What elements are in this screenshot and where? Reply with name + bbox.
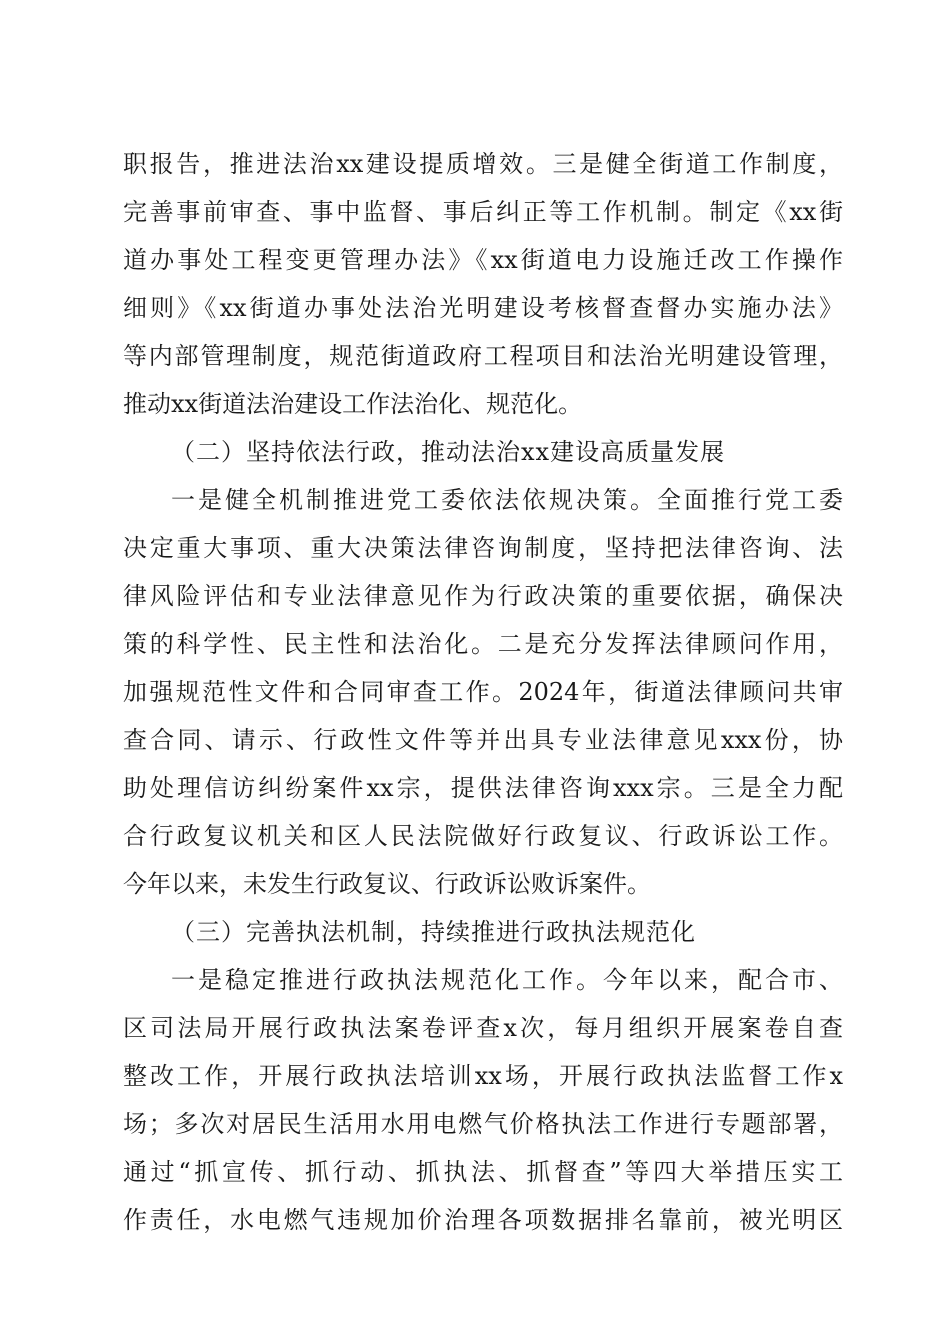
paragraph-line xyxy=(0,188,950,236)
paragraph-line xyxy=(0,1052,950,1100)
paragraph-line xyxy=(0,332,950,380)
section-heading-text: （二）坚持依法行政，推动法治xx建设高质量发展 xyxy=(171,438,726,466)
section-heading xyxy=(0,428,950,476)
paragraph-line xyxy=(0,1148,950,1196)
line-text: 等内部管理制度，规范街道政府工程项目和法治光明建设管理， xyxy=(123,342,843,370)
paragraph-line xyxy=(0,956,950,1004)
paragraph-line xyxy=(0,524,950,572)
paragraph-line xyxy=(0,764,950,812)
paragraph-line xyxy=(0,380,950,428)
line-text: 细则》《xx街道办事处法治光明建设考核督查督办实施办法》 xyxy=(123,294,843,322)
line-text: 场；多次对居民生活用水用电燃气价格执法工作进行专题部署， xyxy=(123,1110,843,1138)
line-text: 区司法局开展行政执法案卷评查x次，每月组织开展案卷自查 xyxy=(123,1014,843,1042)
section-heading-text: （三）完善执法机制，持续推进行政执法规范化 xyxy=(171,918,696,946)
line-text: 通过“抓宣传、抓行动、抓执法、抓督查”等四大举措压实工 xyxy=(123,1158,843,1186)
paragraph-line xyxy=(0,668,950,716)
line-text: 律风险评估和专业法律意见作为行政决策的重要依据，确保决 xyxy=(123,582,843,610)
paragraph-line xyxy=(0,1100,950,1148)
line-text: 查合同、请示、行政性文件等并出具专业法律意见xxx份，协 xyxy=(123,726,843,754)
line-text: 今年以来，未发生行政复议、行政诉讼败诉案件。 xyxy=(123,870,651,898)
paragraph-line xyxy=(0,1004,950,1052)
paragraph-line xyxy=(0,476,950,524)
line-text: 一是稳定推进行政执法规范化工作。今年以来，配合市、 xyxy=(171,966,843,994)
line-text: 道办事处工程变更管理办法》《xx街道电力设施迁改工作操作 xyxy=(123,246,843,274)
paragraph-line xyxy=(0,620,950,668)
line-text: 职报告，推进法治xx建设提质增效。三是健全街道工作制度， xyxy=(123,150,843,178)
paragraph-line xyxy=(0,716,950,764)
paragraph-line xyxy=(0,284,950,332)
line-text: 完善事前审查、事中监督、事后纠正等工作机制。制定《xx街 xyxy=(123,198,843,226)
paragraph-line xyxy=(0,812,950,860)
paragraph-line xyxy=(0,140,950,188)
line-text: 推动xx街道法治建设工作法治化、规范化。 xyxy=(123,390,583,418)
line-text: 决定重大事项、重大决策法律咨询制度，坚持把法律咨询、法 xyxy=(123,534,843,562)
paragraph-line xyxy=(0,572,950,620)
paragraph-line xyxy=(0,1196,950,1244)
line-text: 整改工作，开展行政执法培训xx场，开展行政执法监督工作x xyxy=(123,1062,843,1090)
line-text: 合行政复议机关和区人民法院做好行政复议、行政诉讼工作。 xyxy=(123,822,843,850)
line-text: 一是健全机制推进党工委依法依规决策。全面推行党工委 xyxy=(171,486,843,514)
line-text: 作责任，水电燃气违规加价治理各项数据排名靠前，被光明区 xyxy=(123,1206,843,1234)
line-text: 助处理信访纠纷案件xx宗，提供法律咨询xxx宗。三是全力配 xyxy=(123,774,843,802)
line-text: 加强规范性文件和合同审查工作。2024年，街道法律顾问共审 xyxy=(123,678,843,706)
paragraph-line xyxy=(0,860,950,908)
section-heading xyxy=(0,908,950,956)
paragraph-line xyxy=(0,236,950,284)
line-text: 策的科学性、民主性和法治化。二是充分发挥法律顾问作用， xyxy=(123,630,843,658)
